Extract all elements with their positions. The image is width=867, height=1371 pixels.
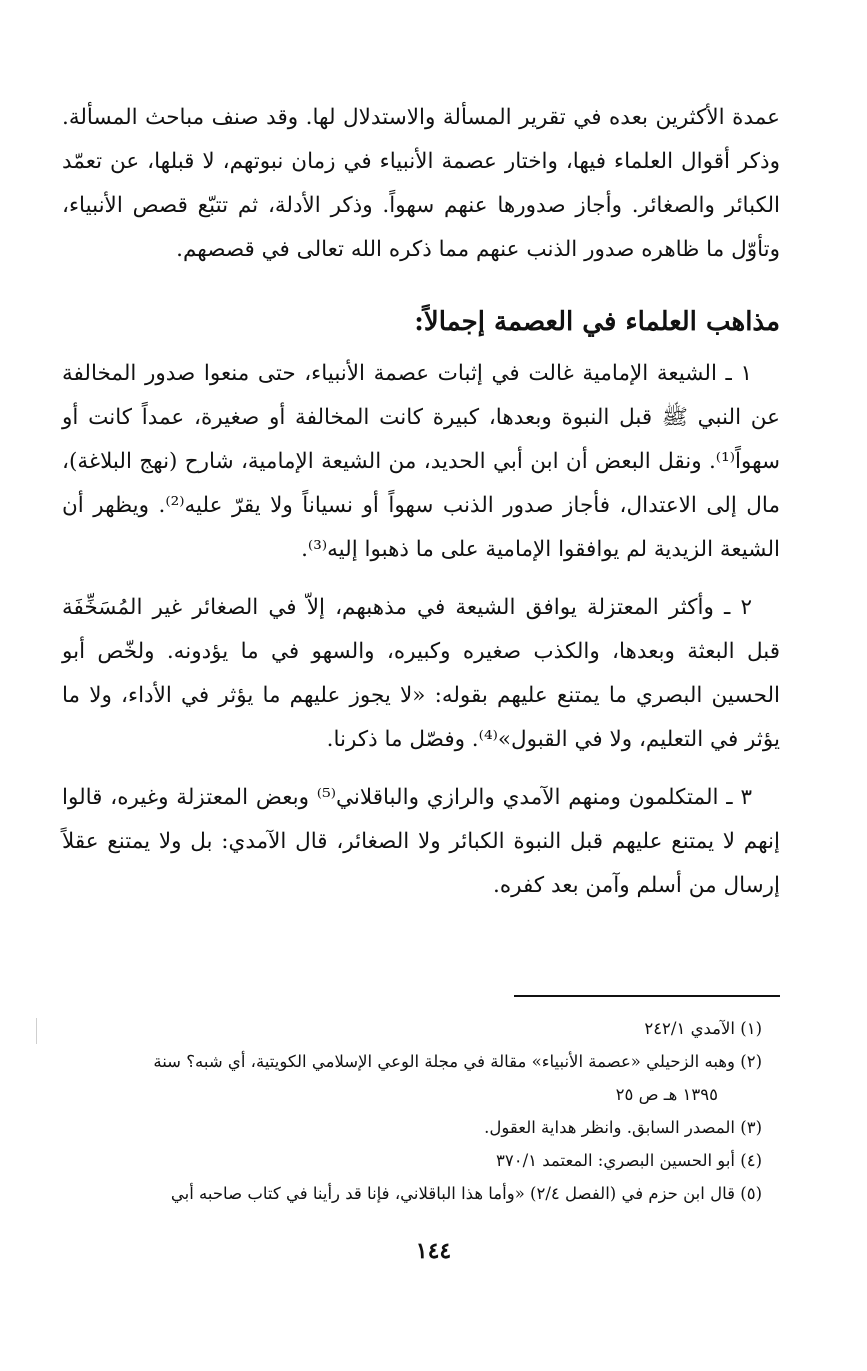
footnote-4: (٤) أبو الحسين البصري: المعتمد ٣٧٠/١: [496, 1151, 762, 1170]
footnote-2: (٢) وهبه الزحيلي «عصمة الأنبياء» مقالة في مجلة الوعي الإسلامي الكويتية، أي شبه؟ سنة: [153, 1052, 762, 1071]
footnote-1: (١) الآمدي ٢٤٢/١: [644, 1019, 762, 1038]
main-text: [62, 96, 780, 908]
paragraph-gap: [62, 762, 780, 776]
paragraph-mutakallimun: ٣ ـ المتكلمون ومنهم الآمدي والرازي والباقلاني⁽⁵⁾ وبعض المعتزلة وغيره، قالوا إنهم لا يمتنع عليهم قبل النبوة الكبائر ولا الصغائر، قال الآمدي: بل ولا يمتنع عقلاً إرسال من أسلم وآمن بعد كفره.: [62, 785, 780, 898]
footnote-5: (٥) قال ابن حزم في (الفصل ٢/٤) «وأما هذا الباقلاني، فإنا قد رأينا في كتاب صاحبه أبي: [170, 1184, 762, 1203]
footnote-2-continuation: ١٣٩٥ هـ ص ٢٥: [615, 1085, 718, 1104]
footnote-separator: [514, 995, 780, 997]
paragraph-shia: ١ ـ الشيعة الإمامية غالت في إثبات عصمة الأنبياء، حتى منعوا صدور المخالفة عن النبي ﷺ قبل النبوة وبعدها، كبيرة كانت المخالفة أو صغيرة، عمداً كانت أو سهواً⁽¹⁾. ونقل البعض أن ابن أبي الحديد، من الشيعة الإمامية، شارح (نهج البلاغة)، مال إلى الاعتدال، فأجاز صدور الذنب سهواً أو نسياناً ولا يقرّ عليه⁽²⁾. ويظهر أن الشيعة الزيدية لم يوافقوا الإمامية على ما ذهبوا إليه⁽³⁾.: [62, 361, 780, 562]
scan-margin-mark: [36, 1018, 37, 1044]
intro-paragraph: عمدة الأكثرين بعده في تقرير المسألة والاستدلال لها. وقد صنف مباحث المسألة. وذكر أقوال العلماء فيها، واختار عصمة الأنبياء في زمان نبوتهم، لا قبلها، عن تعمّد الكبائر والصغائر. وأجاز صدورها عنهم سهواً. وذكر الأدلة، ثم تتبّع قصص الأنبياء، وتأوّل ما ظاهره صدور الذنب عنهم مما ذكره الله تعالى في قصصهم.: [62, 105, 780, 262]
footnote-3: (٣) المصدر السابق. وانظر هداية العقول.: [484, 1118, 762, 1137]
page-number: ١٤٤: [415, 1238, 452, 1264]
section-heading: مذاهب العلماء في العصمة إجمالاً:: [414, 307, 780, 337]
paragraph-mutazila: ٢ ـ وأكثر المعتزلة يوافق الشيعة في مذهبهم، إلاّ في الصغائر غير المُسَخِّفَة قبل البعثة وبعدها، والكذب صغيره وكبيره، والسهو في ما يؤدونه. ولخّص أبو الحسين البصري ما يمتنع عليهم بقوله: «لا يجوز عليهم ما يؤثر في الأداء، ولا ما يؤثر في التعليم، ولا في القبول»⁽⁴⁾. وفصّل ما ذكرنا.: [62, 595, 780, 752]
footnotes: [62, 1012, 762, 1210]
paragraph-gap: [62, 572, 780, 586]
